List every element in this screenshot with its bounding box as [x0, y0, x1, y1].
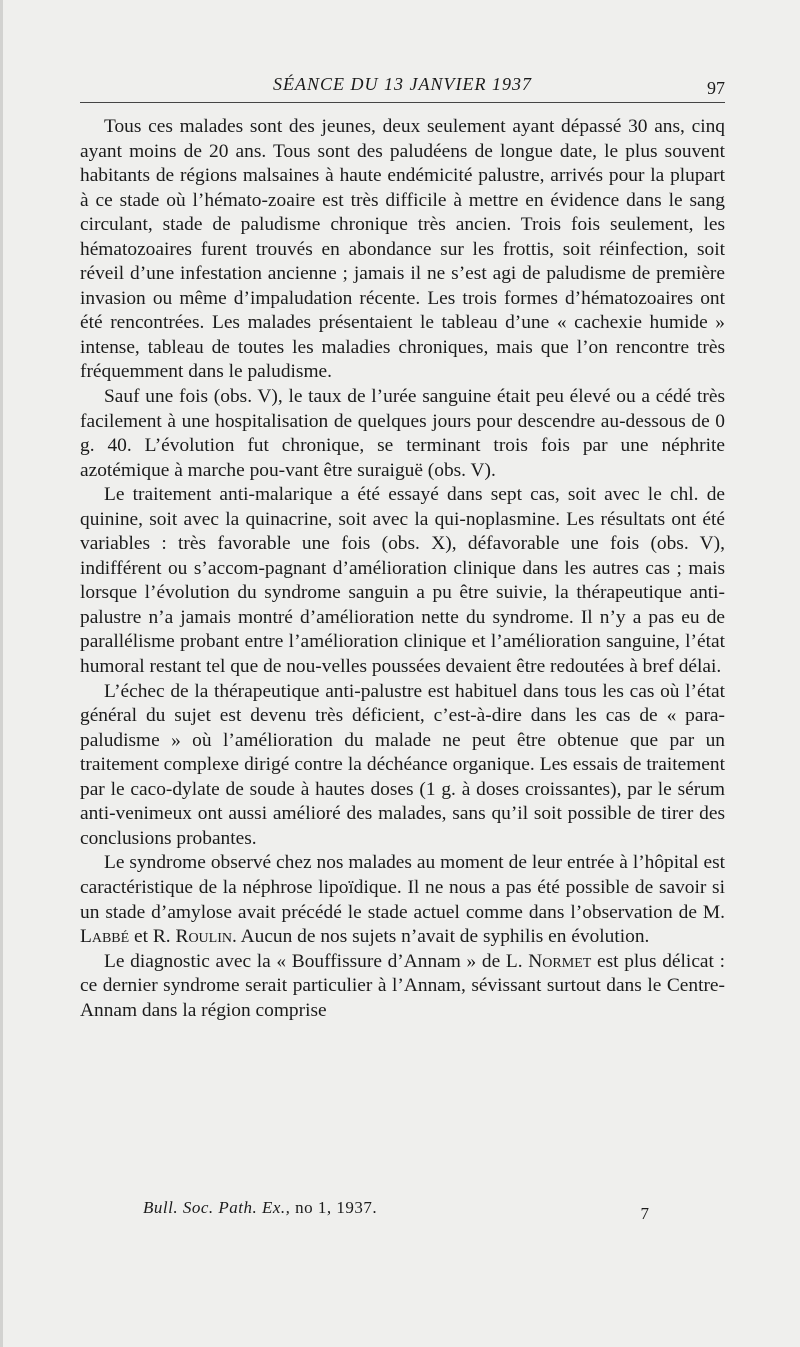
page-number: 97 [707, 78, 725, 98]
paragraph-1: Tous ces malades sont des jeunes, deux seulement ayant dépassé 30 ans, cinq ayant moins de 20 ans. Tous sont des paludéens de longue date, le plus souvent habitants de régions malsaines à haute endémicité palustre, arrivés pour la plupart à ce stade où l’hémato-zoaire est très difficile à mettre en évidence dans le sang circulant, stade de paludisme chronique très ancien. Trois fois seulement, les hématozoaires furent trouvés en abondance sur les frottis, soit réinfection, soit réveil d’une infestation ancienne ; jamais il ne s’est agi de paludisme de première invasion ou même d’impaludation récente. Les trois formes d’hématozoaires ont été rencontrées. Les malades présentaient le tableau d’une « cachexie humide » intense, tableau de toutes les maladies chroniques, mais que l’on rencontre très fréquemment dans le paludisme. [80, 116, 725, 383]
paragraph-5-text-b: et R. [129, 926, 176, 948]
body-text [80, 115, 725, 1023]
journal-issue: no 1, 1937. [295, 1198, 378, 1217]
running-title: SÉANCE DU 13 JANVIER 1937 [273, 74, 532, 94]
page-footer [80, 1198, 725, 1224]
page-edge [0, 0, 3, 1347]
paragraph-6-text-b: est plus délicat : ce dernier syndrome serait particulier à l’Annam, sévissant surtout dans le Centre-Annam dans la région comprise [80, 950, 725, 1021]
journal-name: Bull. Soc. Path. Ex., [143, 1198, 291, 1217]
signature-mark: 7 [640, 1204, 649, 1223]
author-name-roulin: Roulin [175, 926, 232, 948]
paragraph-6-text-a: Le diagnostic avec la « Bouffissure d’Annam » de L. [104, 950, 529, 972]
page-header [80, 74, 725, 100]
paragraph-5-text-c: . Aucun de nos sujets n’avait de syphilis en évolution. [232, 926, 650, 948]
author-name-normet: Normet [528, 950, 592, 972]
paragraph-5 [80, 851, 725, 949]
author-name-labbe: Labbé [80, 926, 130, 948]
paragraph-6 [80, 950, 725, 1024]
paragraph-5-text-a: Le syndrome observé chez nos malades au moment de leur entrée à l’hôpital est caractéristique de la néphrose lipoïdique. Il ne nous a pas été possible de savoir si un stade d’amylose avait précédé le stade actuel comme dans l’observation de M. [80, 852, 725, 923]
journal-reference [143, 1198, 377, 1218]
paragraph-4: L’échec de la thérapeutique anti-palustre est habituel dans tous les cas où l’état général du sujet est devenu très déficient, c’est-à-dire dans les cas de « para-paludisme » où l’amélioration du malade ne peut être obtenue que par un traitement complexe dirigé contre la déchéance organique. Les essais de traitement par le caco-dylate de soude à hautes doses (1 g. à doses croissantes), par le sérum anti-venimeux ont aussi amélioré des malades, sans qu’il soit possible de tirer des conclusions probantes. [80, 680, 725, 849]
paragraph-3: Le traitement anti-malarique a été essayé dans sept cas, soit avec le chl. de quinine, soit avec la quinacrine, soit avec la qui-noplasmine. Les résultats ont été variables : très favorable une fois (obs. X), défavorable une fois (obs. V), indifférent ou s’accom-pagnant d’amélioration clinique dans les autres cas ; mais lorsque l’évolution du syndrome sanguin a pu être suivie, la thérapeutique anti-palustre n’a jamais montré d’amélioration nette du syndrome. Il n’y a pas eu de parallélisme probant entre l’amélioration clinique et l’amélioration sanguine, l’état humoral restant tel que de nou-velles poussées devaient être redoutées à bref délai. [80, 484, 725, 678]
paragraph-2: Sauf une fois (obs. V), le taux de l’urée sanguine était peu élevé ou a cédé très facilement à une hospitalisation de quelques jours pour descendre au-dessous de 0 g. 40. L’évolution fut chronique, se terminant trois fois par une néphrite azotémique à marche pou-vant être suraiguë (obs. V). [80, 386, 725, 481]
header-rule [80, 102, 725, 103]
